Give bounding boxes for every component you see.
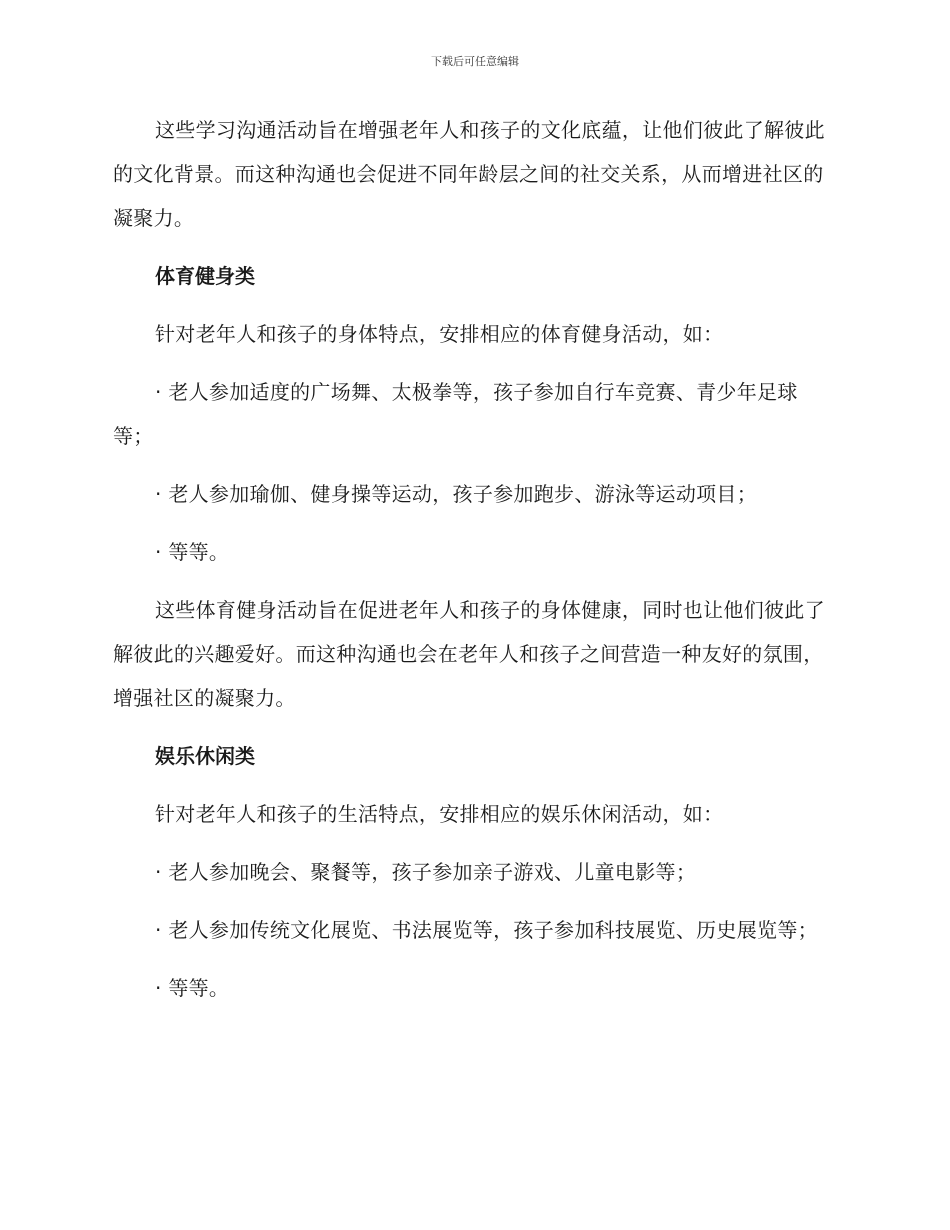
list-item: · 老人参加传统文化展览、书法展览等，孩子参加科技展览、历史展览等；: [155, 918, 818, 942]
list-item: · 老人参加瑜伽、健身操等运动，孩子参加跑步、游泳等运动项目；: [155, 482, 758, 506]
list-item: · 老人参加适度的广场舞、太极拳等，孩子参加自行车竞赛、青少年足球等；: [113, 380, 798, 448]
section-heading-leisure: 娱乐休闲类: [155, 744, 255, 768]
list-item: · 等等。: [155, 976, 230, 1000]
paragraph-sports-intro: 针对老年人和孩子的身体特点，安排相应的体育健身活动，如：: [155, 322, 724, 346]
page-header: 下载后可任意编辑: [431, 55, 519, 68]
paragraph-leisure-intro: 针对老年人和孩子的生活特点，安排相应的娱乐休闲活动，如：: [155, 802, 724, 826]
list-item: · 等等。: [155, 540, 230, 564]
document-body: [113, 108, 833, 1024]
section-heading-sports: 体育健身类: [155, 264, 255, 288]
paragraph-sports-summary: 这些体育健身活动旨在促进老年人和孩子的身体健康，同时也让他们彼此了解彼此的兴趣爱好。而这种沟通也会在老年人和孩子之间营造一种友好的氛围，增强社区的凝聚力。: [113, 598, 825, 710]
list-item: · 老人参加晚会、聚餐等，孩子参加亲子游戏、儿童电影等；: [155, 860, 697, 884]
paragraph-culture-summary: 这些学习沟通活动旨在增强老年人和孩子的文化底蕴，让他们彼此了解彼此的文化背景。而这种沟通也会促进不同年龄层之间的社交关系，从而增进社区的凝聚力。: [113, 118, 825, 230]
